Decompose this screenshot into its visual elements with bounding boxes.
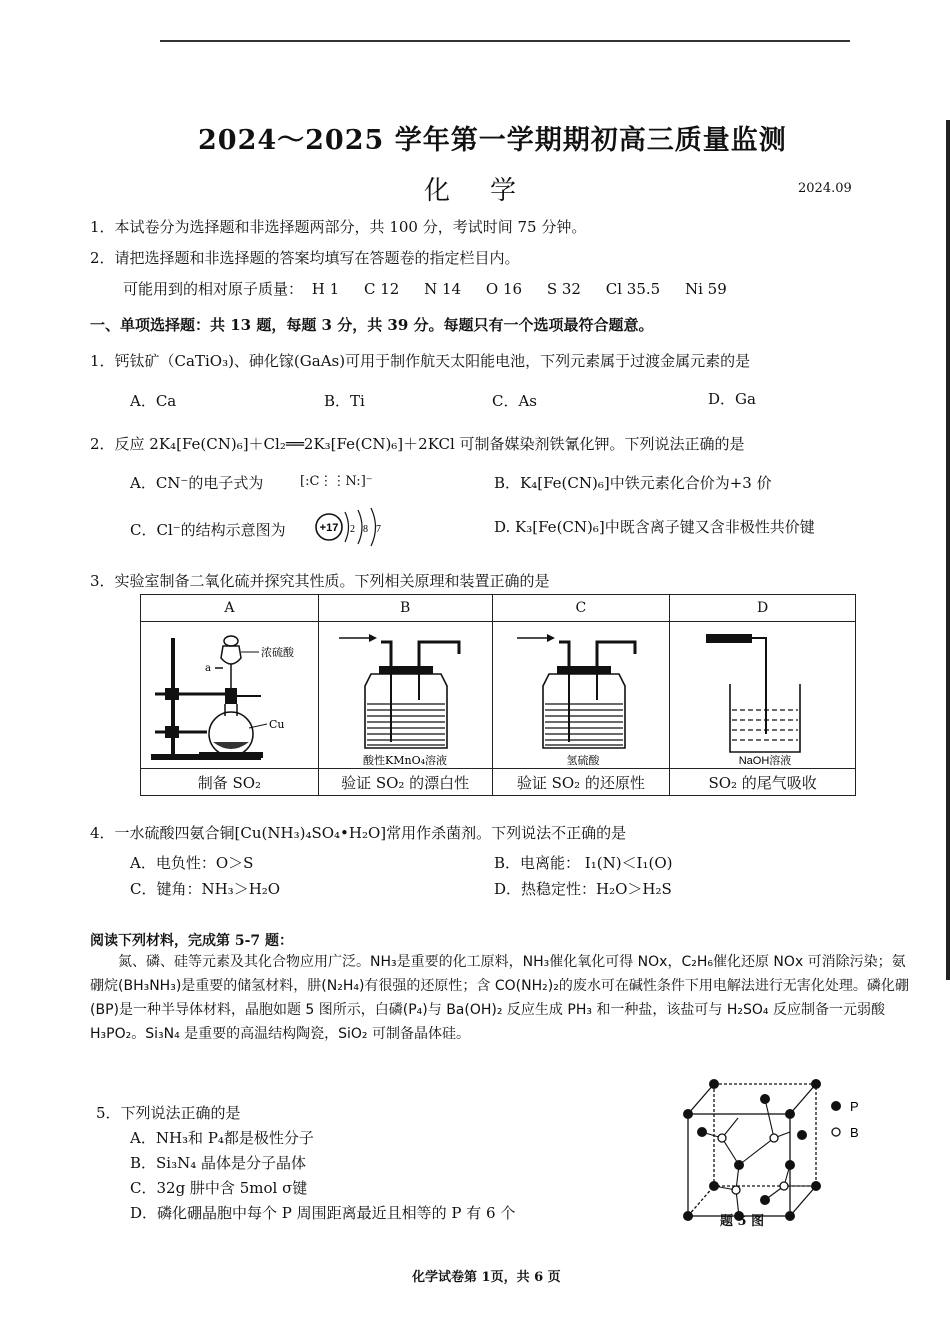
reading-text: 氮、磷、硅等元素及其化合物应用广泛。NH₃是重要的化工原料，NH₃催化氧化可得 NOx，C₂H₆催化还原 NOx 可消除污染；氨硼烷(BH₃NH₃)是重要的储氢材料，肼(N₂H₄)有很强的还原性；含 CO(NH₂)₂的废水可在碱性条件下用电解法进行无害化处理。磷化硼(BP)是一种半导体材料，晶胞如题 5 图所示，白磷(P₄)与 Ba(OH)₂ 反应生成 PH₃ 和一种盐，该盐可与 H₂SO₄ 反应制备一元弱酸 H₃PO₂。Si₃N₄ 是重要的高温结构陶瓷，SiO₂ 可制备晶体硅。: [90, 954, 909, 1042]
cl-structure-diagram: [314, 506, 394, 552]
mass-c: C 12: [363, 280, 400, 298]
caption-d: SO₂ 的尾气吸收: [670, 769, 856, 796]
q5-stem: 5．下列说法正确的是: [96, 1104, 241, 1122]
q2-option-a: A．CN⁻的电子式为: [130, 474, 264, 492]
q4-option-a: A．电负性：O＞S: [130, 854, 254, 872]
subject-title: 化学: [424, 176, 557, 206]
apparatus-b: [318, 622, 492, 769]
section-heading: 一、单项选择题：共 13 题，每题 3 分，共 39 分。每题只有一个选项最符合题意。: [90, 316, 654, 334]
mass-s: S 32: [546, 280, 581, 298]
label-conc-h2so4: 浓硫酸: [261, 646, 294, 659]
label-naoh: NaOH溶液: [738, 755, 792, 767]
mass-ni: Ni 59: [684, 280, 727, 298]
exam-title: 2024～2025 学年第一学期期初高三质量监测: [198, 125, 787, 156]
q5-option-a: A．NH₃和 P₄都是极性分子: [130, 1129, 314, 1147]
label-a: a: [205, 663, 211, 674]
q1-option-b: B．Ti: [324, 392, 365, 410]
label-h2s: 氢硫酸: [566, 754, 599, 767]
cl-shell-1: 2: [350, 524, 355, 535]
reading-heading: 阅读下列材料，完成第 5-7 题：: [90, 933, 294, 949]
cl-shell-2: 8: [363, 524, 368, 535]
q1-option-a: A．Ca: [130, 392, 177, 410]
q2-stem: 2．反应 2K₄[Fe(CN)₆]＋Cl₂══2K₃[Fe(CN)₆]＋2KCl 可制备媒染剂铁氰化钾。下列说法正确的是: [90, 435, 745, 453]
q2-option-c: C．Cl⁻的结构示意图为: [130, 521, 286, 539]
figure5-caption: 题 5 图: [720, 1214, 765, 1229]
col-b-header: B: [318, 595, 492, 622]
label-kmno4: 酸性KMnO₄溶液: [362, 754, 447, 767]
exam-date: 2024.09: [798, 181, 852, 196]
legend-b: B: [850, 1125, 859, 1140]
cl-nucleus: +17: [319, 522, 339, 534]
q5-option-d: D．磷化硼晶胞中每个 P 周围距离最近且相等的 P 有 6 个: [130, 1204, 516, 1222]
q5-option-b: B．Si₃N₄ 晶体是分子晶体: [130, 1154, 307, 1172]
legend-p: P: [850, 1099, 859, 1114]
col-d-header: D: [670, 595, 856, 622]
mass-o: O 16: [485, 280, 523, 298]
q1-stem: 1．钙钛矿（CaTiO₃)、砷化镓(GaAs)可用于制作航天太阳能电池，下列元素属于过渡金属元素的是: [90, 352, 751, 370]
caption-b: 验证 SO₂ 的漂白性: [318, 769, 492, 796]
q1-option-d: D．Ga: [708, 390, 756, 408]
caption-a: 制备 SO₂: [141, 769, 319, 796]
q2-option-b: B．K₄[Fe(CN)₆]中铁元素化合价为+3 价: [494, 474, 772, 492]
q1-option-c: C．As: [492, 392, 538, 410]
bp-unit-cell-figure: [678, 1074, 878, 1234]
apparatus-d: [670, 622, 856, 769]
apparatus-a: [141, 622, 319, 769]
q4-option-d: D．热稳定性：H₂O＞H₂S: [494, 880, 672, 898]
mass-cl: Cl 35.5: [605, 280, 661, 298]
caption-c: 验证 SO₂ 的还原性: [492, 769, 670, 796]
page-footer: 化学试卷第 1页，共 6 页: [412, 1270, 561, 1285]
q2-option-d: D. K₃[Fe(CN)₆]中既含离子键又含非极性共价键: [494, 518, 815, 536]
col-c-header: C: [492, 595, 670, 622]
atomic-masses-label: 可能用到的相对原子质量：: [123, 280, 304, 298]
label-cu: Cu: [269, 718, 285, 731]
q4-option-c: C．键角：NH₃＞H₂O: [130, 880, 281, 898]
q3-stem: 3．实验室制备二氧化硫并探究其性质。下列相关原理和装置正确的是: [90, 572, 550, 590]
q4-option-b: B．电离能： I₁(N)＜I₁(O): [494, 854, 673, 872]
q4-stem: 4．一水硫酸四氨合铜[Cu(NH₃)₄SO₄•H₂O]常用作杀菌剂。下列说法不正确的是: [90, 824, 627, 842]
mass-h: H 1: [311, 280, 340, 298]
q5-option-c: C．32g 肼中含 5mol σ键: [130, 1179, 308, 1197]
page-edge-shadow: [946, 120, 950, 980]
cl-shell-3: 7: [376, 524, 381, 535]
instruction-2: 2．请把选择题和非选择题的答案均填写在答题卷的指定栏目内。: [90, 249, 520, 267]
header-rule: [160, 40, 850, 42]
col-a-header: A: [141, 595, 319, 622]
apparatus-c: [492, 622, 670, 769]
apparatus-table: [140, 594, 856, 796]
mass-n: N 14: [424, 280, 462, 298]
instruction-1: 1．本试卷分为选择题和非选择题两部分，共 100 分，考试时间 75 分钟。: [90, 218, 587, 236]
atomic-masses: [123, 278, 727, 299]
cn-electron-formula: [:C⋮⋮N:]⁻: [300, 474, 373, 489]
